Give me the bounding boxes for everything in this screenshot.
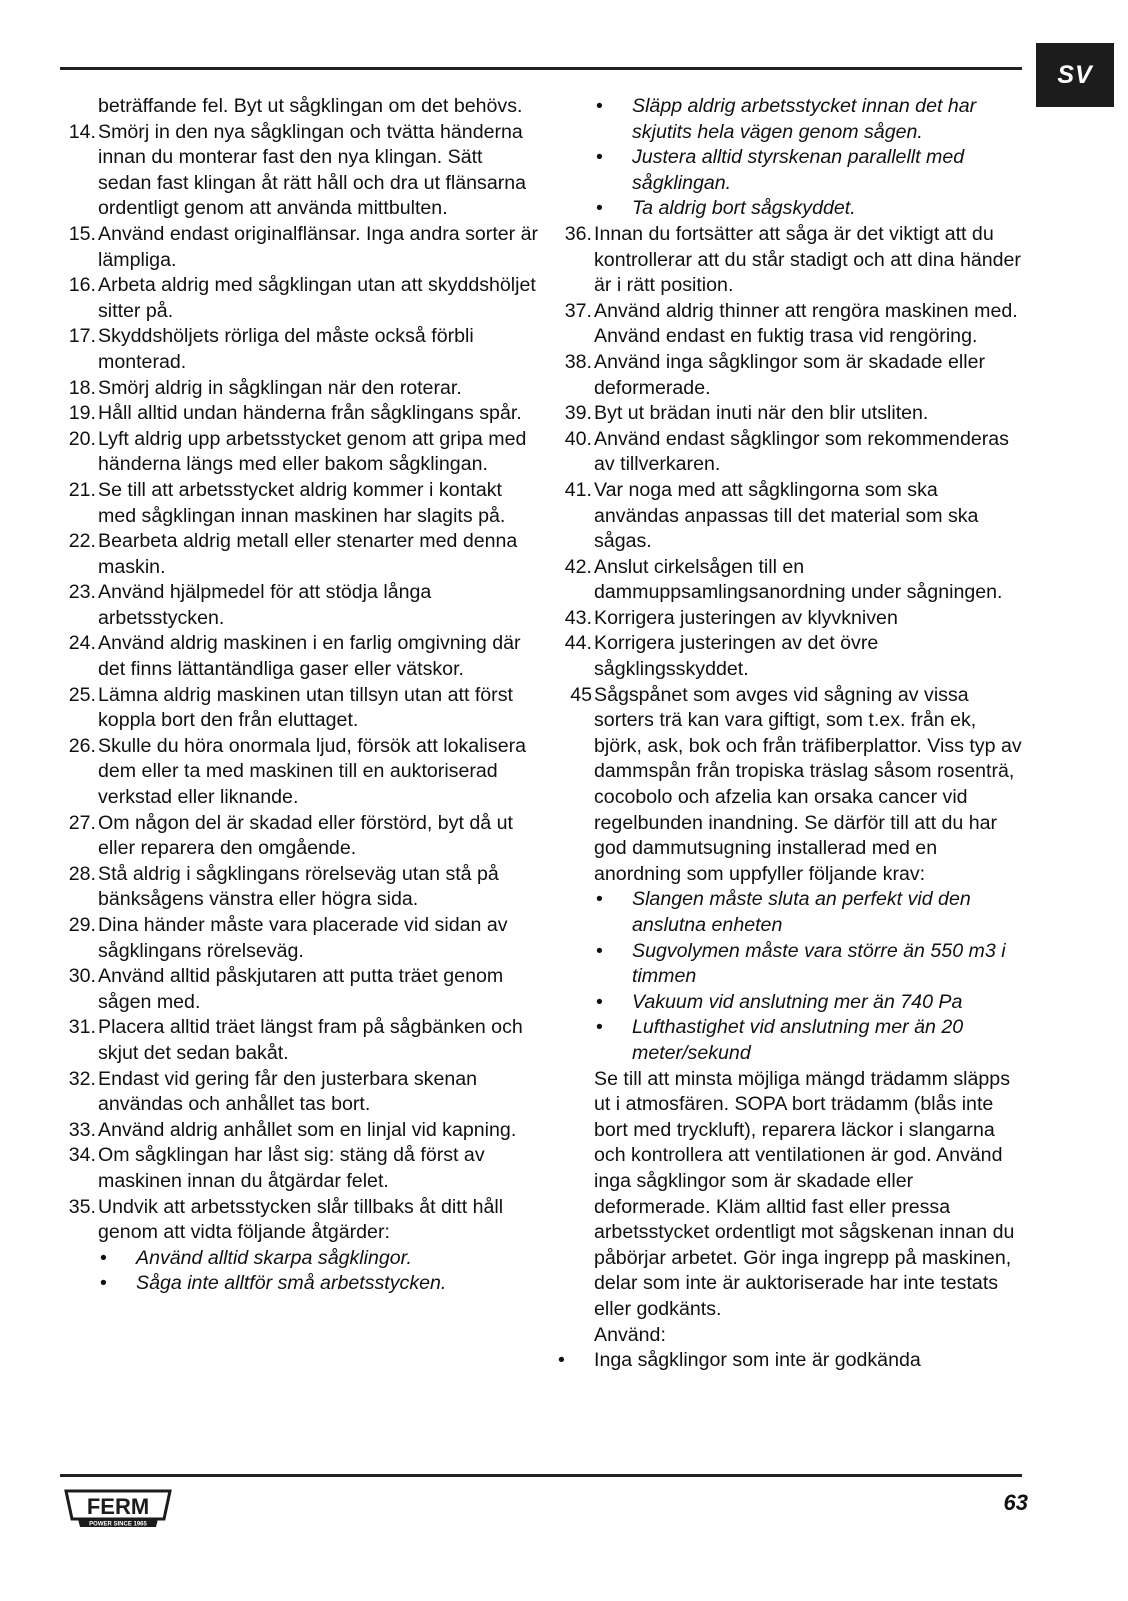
bullet-text: Vakuum vid anslutning mer än 740 Pa (632, 990, 963, 1013)
item-number: 44. (564, 632, 592, 655)
bullet-text: Använd alltid skarpa sågklingor. (136, 1246, 412, 1269)
item-text: Stå aldrig i sågklingans rörelseväg utan stå på bänksågens vänstra eller högra sida. (98, 862, 499, 911)
list-item (60, 273, 540, 324)
list-item (60, 478, 540, 529)
item-number: 33. (68, 1118, 96, 1141)
list-item (60, 1015, 540, 1066)
list-item (60, 376, 540, 402)
item-text: Se till att arbetsstycket aldrig kommer i kontakt med sågklingan innan maskinen har slagits på. (98, 478, 506, 527)
item-number: 16. (68, 274, 96, 297)
item-number: 36. (564, 222, 592, 245)
item-number: 23. (68, 581, 96, 604)
footer-rule (60, 1474, 1022, 1477)
bullet-icon: • (596, 990, 603, 1013)
ferm-logo (60, 1489, 176, 1531)
item-number: 19. (68, 402, 96, 425)
item-number: 18. (68, 376, 96, 399)
bullet-icon: • (100, 1272, 107, 1295)
item-text: Använd aldrig maskinen i en farlig omgivning där det finns lättantändliga gaser eller vätskor. (98, 632, 521, 681)
item-number: 22. (68, 530, 96, 553)
bullet-item (556, 145, 1028, 196)
item-text: Använd aldrig thinner att rengöra maskinen med. Använd endast en fuktig trasa vid rengöring. (594, 299, 1018, 348)
item-text: Placera alltid träet längst fram på sågbänken och skjut det sedan bakåt. (98, 1016, 523, 1064)
list-item (60, 580, 540, 631)
item-text: Arbeta aldrig med sågklingan utan att skyddshöljet sitter på. (98, 274, 536, 322)
list-item (556, 478, 1028, 555)
list-item (556, 606, 1028, 632)
list-item (60, 913, 540, 964)
bullet-text: Lufthastighet vid anslutning mer än 20 meter/sekund (632, 1016, 964, 1064)
item-text: Lyft aldrig upp arbetsstycket genom att gripa med händerna längs med eller bakom sågklingan. (98, 427, 527, 476)
bullet-item (556, 939, 1028, 990)
item-text: Använd endast originalflänsar. Inga andra sorter är lämpliga. (98, 222, 539, 271)
bullet-icon: • (100, 1246, 107, 1269)
item-number: 20. (68, 427, 96, 450)
item-number: 39. (564, 402, 592, 425)
item-number: 31. (68, 1016, 96, 1039)
list-item (60, 964, 540, 1015)
item-number: 43. (564, 606, 592, 629)
list-item (60, 631, 540, 682)
list-item (556, 427, 1028, 478)
bullet-icon: • (558, 1349, 565, 1372)
item-number: 35. (68, 1195, 96, 1218)
list-item (60, 1067, 540, 1118)
list-item (60, 529, 540, 580)
bullet-text: Justera alltid styrskenan parallellt med sågklingan. (632, 146, 965, 194)
list-item (556, 683, 1028, 888)
item-number: 45 (570, 683, 592, 706)
paragraph: Använd: (594, 1323, 666, 1346)
item-number: 26. (68, 734, 96, 757)
list-item (60, 222, 540, 273)
item-number: 24. (68, 632, 96, 655)
item-text: Använd alltid påskjutaren att putta träet genom sågen med. (98, 965, 504, 1013)
item-number: 38. (564, 350, 592, 373)
item-text: Korrigera justeringen av det övre sågklingsskyddet. (594, 632, 879, 681)
logo-wordmark: FERM (86, 1494, 150, 1519)
item-text: Smörj aldrig in sågklingan när den roterar. (98, 376, 462, 399)
item-text: Var noga med att sågklingorna som ska användas anpassas till det material som ska sågas. (594, 478, 979, 553)
page-number: 63 (1003, 1490, 1028, 1515)
bullet-text: Släpp aldrig arbetsstycket innan det har skjutits hela vägen genom sågen. (632, 95, 977, 143)
item-number: 34. (68, 1144, 96, 1167)
item-text: Dina händer måste vara placerade vid sidan av sågklingans rörelseväg. (98, 914, 508, 962)
item-text: Håll alltid undan händerna från sågklingans spår. (98, 402, 522, 425)
item-text: Använd hjälpmedel för att stödja långa arbetsstycken. (98, 581, 432, 629)
paragraph: Se till att minsta möjliga mängd trädamm släpps ut i atmosfären. SOPA bort trädamm (blås inte bort med tryckluft), reparera läckor i slangarna och kontrollera att ventilationen är god. Använd inga sågklingor som är skadade eller deformerade. Kläm alltid fast eller pressa arbetsstycket ordentligt mot sågskenan innan du påbörjar arbetet. Gör inga ingrepp på maskinen, delar som inte är auktoriserade har inte testats eller godkänts. (594, 1067, 1015, 1320)
item-text: Innan du fortsätter att såga är det viktigt att du kontrollerar att du står stadigt och att dina händer är i rätt position. (594, 222, 1021, 297)
bullet-icon: • (596, 146, 603, 169)
list-item (556, 401, 1028, 427)
list-item (556, 299, 1028, 350)
item-text: Använd inga sågklingor som är skadade eller deformerade. (594, 350, 986, 399)
bullet-item (556, 196, 1028, 222)
header-rule (60, 67, 1022, 70)
item-text: Lämna aldrig maskinen utan tillsyn utan att först koppla bort den från eluttaget. (98, 683, 513, 732)
list-item (60, 427, 540, 478)
bullet-icon: • (596, 95, 603, 117)
list-item (60, 811, 540, 862)
item-number: 37. (564, 299, 592, 322)
item-number: 27. (68, 811, 96, 834)
bullet-icon: • (596, 939, 603, 962)
list-item (60, 401, 540, 427)
item-text: Byt ut brädan inuti när den blir utsliten. (594, 402, 929, 425)
item-text: Korrigera justeringen av klyvkniven (594, 606, 898, 629)
list-item (60, 1118, 540, 1144)
continued-text: beträffande fel. Byt ut sågklingan om det behövs. (98, 95, 523, 117)
list-item (556, 555, 1028, 606)
bullet-icon: • (596, 197, 603, 220)
item-text: Om sågklingan har låst sig: stäng då först av maskinen innan du åtgärdar felet. (98, 1144, 485, 1192)
item-number: 41. (564, 478, 592, 501)
list-item (556, 350, 1028, 401)
list-item (556, 222, 1028, 299)
item-text: Sågspånet som avges vid sågning av vissa sorters trä kan vara giftigt, som t.ex. från ek, björk, ask, bok och från träfiberplattor. Viss typ av dammspån från tropiska träslag såsom rosenträ, cocobolo och afzelia kan orsaka cancer vid regelbunden inandning. Se därför till att du har god dammutsugning installerad med en anordning som uppfyller följande krav: (594, 683, 1022, 885)
language-tab: SV (1036, 43, 1114, 107)
item-text: Undvik att arbetsstycken slår tillbaks åt ditt håll genom att vidta följande åtgärder: (98, 1195, 504, 1244)
logo-tagline: POWER SINCE 1965 (89, 1521, 147, 1528)
list-item (60, 120, 540, 222)
bullet-icon: • (596, 888, 603, 911)
list-item (556, 631, 1028, 682)
bullet-text: Sugvolymen måste vara större än 550 m3 i timmen (632, 939, 1006, 988)
item-number: 25. (68, 683, 96, 706)
item-number: 21. (68, 478, 96, 501)
left-text-column (60, 94, 540, 1297)
bullet-text: Inga sågklingor som inte är godkända (594, 1349, 921, 1372)
item-number: 28. (68, 862, 96, 885)
list-item (60, 1195, 540, 1246)
item-number: 42. (564, 555, 592, 578)
bullet-item (556, 1348, 1028, 1374)
item-text: Bearbeta aldrig metall eller stenarter med denna maskin. (98, 530, 518, 578)
list-item (60, 683, 540, 734)
item-number: 14. (68, 120, 96, 143)
item-text: Anslut cirkelsågen till en dammuppsamlingsanordning under sågningen. (594, 555, 1003, 604)
list-item (60, 734, 540, 811)
item-text: Endast vid gering får den justerbara skenan användas och anhållet tas bort. (98, 1067, 478, 1116)
bullet-item (556, 990, 1028, 1016)
item-number: 15. (68, 222, 96, 245)
item-text: Använd endast sågklingor som rekommenderas av tillverkaren. (594, 427, 1009, 476)
bullet-item (556, 1015, 1028, 1066)
item-number: 32. (68, 1067, 96, 1090)
item-text: Om någon del är skadad eller förstörd, byt då ut eller reparera den omgående. (98, 811, 513, 860)
bullet-item (60, 1246, 540, 1272)
bullet-text: Slangen måste sluta an perfekt vid den anslutna enheten (632, 888, 971, 936)
item-text: Använd aldrig anhållet som en linjal vid kapning. (98, 1118, 517, 1141)
item-number: 30. (68, 965, 96, 988)
item-number: 29. (68, 914, 96, 936)
list-item (60, 324, 540, 375)
bullet-item (556, 94, 1028, 145)
item-number: 17. (68, 325, 96, 348)
bullet-item (60, 1271, 540, 1297)
item-number: 40. (564, 427, 592, 450)
right-text-column (556, 94, 1028, 1374)
item-text: Skulle du höra onormala ljud, försök att lokalisera dem eller ta med maskinen till en auktoriserad verkstad eller liknande. (98, 734, 527, 809)
item-text: Smörj in den nya sågklingan och tvätta händerna innan du monterar fast den nya klingan. Sätt sedan fast klingan åt rätt håll och dra ut flänsarna ordentligt genom att använda mittbulten. (98, 120, 527, 220)
list-item (60, 1143, 540, 1194)
list-item (60, 862, 540, 913)
item-text: Skyddshöljets rörliga del måste också förbli monterad. (98, 325, 474, 373)
bullet-icon: • (596, 1016, 603, 1039)
bullet-item (556, 887, 1028, 938)
bullet-text: Ta aldrig bort sågskyddet. (632, 197, 856, 220)
bullet-text: Såga inte alltför små arbetsstycken. (136, 1272, 447, 1295)
